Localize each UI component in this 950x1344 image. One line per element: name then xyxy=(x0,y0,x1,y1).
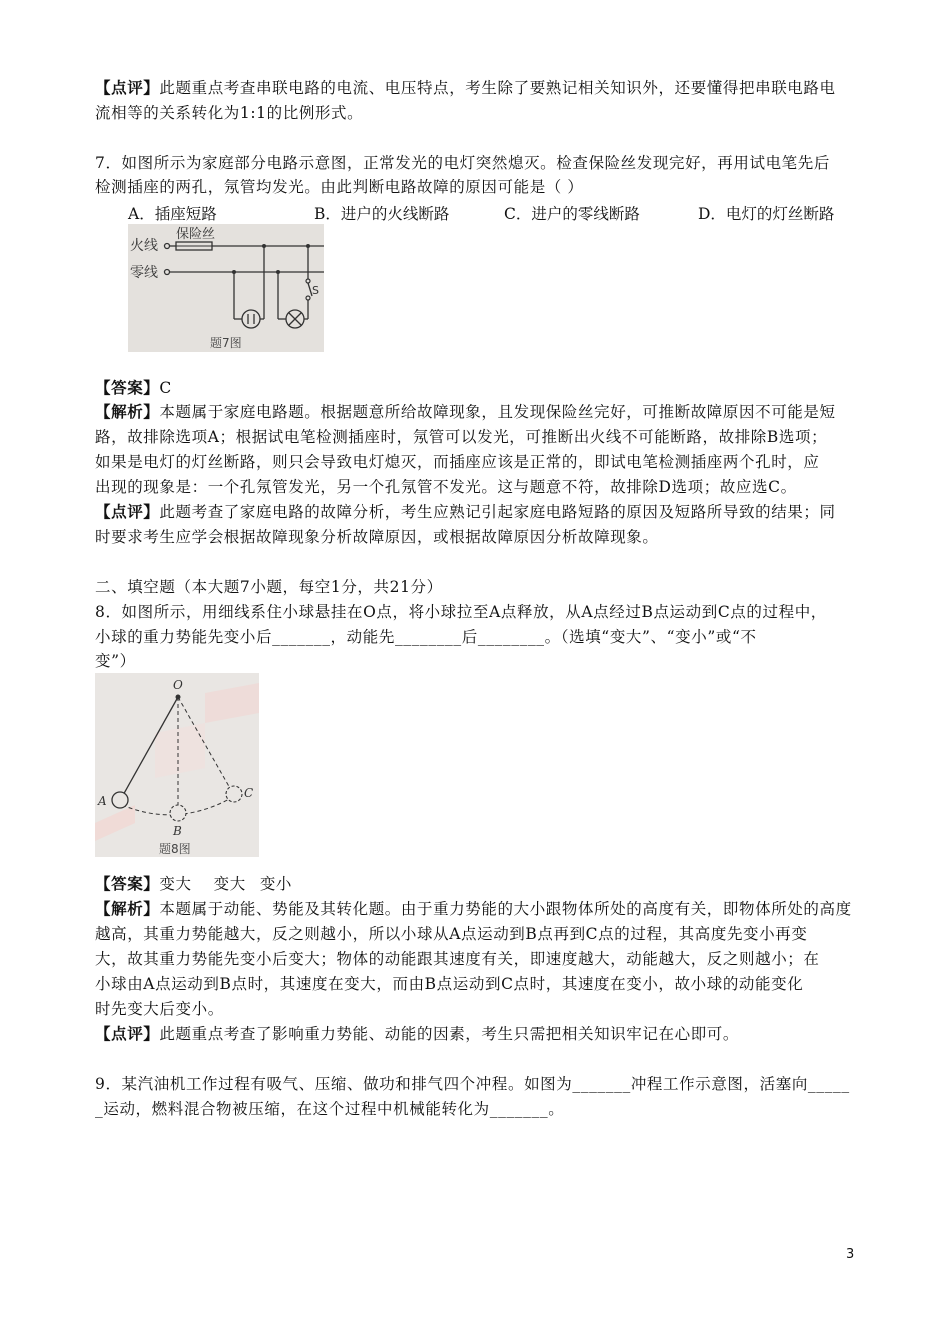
q8-analysis-tag: 【解析】 xyxy=(95,899,160,918)
q8-answer-tag: 【答案】 xyxy=(95,874,160,893)
q7-answer-tag: 【答案】 xyxy=(95,378,160,397)
q6-comment-line-1 xyxy=(95,78,865,98)
q7-comment-line-1 xyxy=(95,502,865,522)
q7-answer-value: C xyxy=(159,379,172,397)
q7-figure-caption: 题7图 xyxy=(210,336,242,350)
point-o-label: O xyxy=(173,678,183,692)
q8-answer-3: 变小 xyxy=(259,875,293,893)
q7-comment-line-2: 时要求考生应学会根据故障现象分析故障原因，或根据故障原因分析故障现象。 xyxy=(95,528,659,546)
q8-analysis-line-4: 小球由A点运动到B点时，其速度在变大，而由B点运动到C点时，其速度在变小，故小球的动能变化 xyxy=(95,975,804,993)
q8-comment-line xyxy=(95,1024,865,1044)
q9-stem-line-1: 9．某汽油机工作过程有吸气、压缩、做功和排气四个冲程。如图为_______冲程工作示意图，活塞向_____ xyxy=(95,1075,850,1093)
q7-option-a: A．插座短路 xyxy=(128,205,217,223)
q8-stem-line-3: 变”） xyxy=(95,652,136,670)
q7-stem-line-1: 7．如图所示为家庭部分电路示意图，正常发光的电灯突然熄灭。检查保险丝发现完好，再用试电笔先后 xyxy=(95,154,830,172)
q8-analysis-text-1: 本题属于动能、势能及其转化题。由于重力势能的大小跟物体所处的高度有关，即物体所处的高度 xyxy=(159,900,852,918)
point-c-label: C xyxy=(244,786,254,800)
q7-circuit-figure xyxy=(128,224,324,352)
q7-analysis-line-1 xyxy=(95,402,865,422)
q7-option-c: C．进户的零线断路 xyxy=(504,205,640,223)
q7-analysis-line-2: 路，故排除选项A；根据试电笔检测插座时，氖管可以发光，可推断出火线不可能断路，故排除B选项； xyxy=(95,428,828,446)
page-number: 3 xyxy=(846,1247,855,1262)
point-b-label: B xyxy=(173,824,182,838)
junction-2 xyxy=(232,270,236,274)
ball-at-c xyxy=(226,786,242,802)
q7-circuit-diagram xyxy=(128,224,324,352)
q6-comment-line-2: 流相等的关系转化为1:1的比例形式。 xyxy=(95,104,364,122)
q8-analysis-line-3: 大，故其重力势能先变小后变大；物体的动能跟其速度有关，即速度越大，动能越大，反之则越小；在 xyxy=(95,950,820,968)
q8-answer-2: 变大 xyxy=(213,875,246,893)
q7-option-b: B．进户的火线断路 xyxy=(314,205,450,223)
junction-4 xyxy=(306,244,310,248)
q8-pendulum-diagram xyxy=(95,673,259,857)
q8-answer xyxy=(95,874,865,894)
point-a-label: A xyxy=(98,794,107,808)
q8-analysis-line-2: 越高，其重力势能越大，反之则越小，所以小球从A点运动到B点再到C点的过程，其高度先变小再变 xyxy=(95,925,808,943)
q8-stem-line-2: 小球的重力势能先变小后_______，动能先________后________。（选填“变大”、“变小”或“不 xyxy=(95,628,757,646)
q8-comment-text: 此题重点考查了影响重力势能、动能的因素，考生只需把相关知识牢记在心即可。 xyxy=(159,1025,740,1043)
q8-stem-line-1: 8．如图所示，用细线系住小球悬挂在O点，将小球拉至A点释放，从A点经过B点运动到C点的过程中， xyxy=(95,603,827,621)
switch-label: S xyxy=(312,284,319,297)
q8-analysis-line-1 xyxy=(95,899,865,919)
q9-stem-line-2: _运动，燃料混合物被压缩，在这个过程中机械能转化为_______。 xyxy=(95,1100,565,1118)
q8-figure-caption: 题8图 xyxy=(159,842,191,856)
fuse-label: 保险丝 xyxy=(176,227,216,242)
q7-analysis-text-1: 本题属于家庭电路题。根据题意所给故障现象，且发现保险丝完好，可推断故障原因不可能是短 xyxy=(159,403,836,421)
q7-comment-tag: 【点评】 xyxy=(95,502,160,521)
q7-analysis-line-4: 出现的现象是：一个孔氖管发光，另一个孔氖管不发光。这与题意不符，故排除D选项；故应选C。 xyxy=(95,478,797,496)
q7-stem-line-2: 检测插座的两孔，氖管均发光。由此判断电路故障的原因可能是（ ） xyxy=(95,178,584,196)
junction-1 xyxy=(262,244,266,248)
q7-answer xyxy=(95,378,865,398)
q6-comment-tag: 【点评】 xyxy=(95,78,160,97)
q7-comment-text-1: 此题考查了家庭电路的故障分析，考生应熟记引起家庭电路短路的原因及短路所导致的结果；同 xyxy=(159,503,836,521)
q8-comment-tag: 【点评】 xyxy=(95,1024,160,1043)
q7-analysis-line-3: 如果是电灯的灯丝断路，则只会导致电灯熄灭，而插座应该是正常的，即试电笔检测插座两个孔时，应 xyxy=(95,453,820,471)
neutral-wire-label: 零线 xyxy=(130,265,158,281)
q7-option-d: D．电灯的灯丝断路 xyxy=(698,205,835,223)
live-wire-label: 火线 xyxy=(130,238,158,254)
q8-pendulum-figure xyxy=(95,673,259,857)
q8-answer-1: 变大 xyxy=(159,875,192,893)
q6-comment-text: 此题重点考查串联电路的电流、电压特点，考生除了要熟记相关知识外，还要懂得把串联电路电 xyxy=(159,79,836,97)
ball-at-a xyxy=(112,792,128,808)
q8-analysis-line-5: 时先变大后变小。 xyxy=(95,1000,224,1018)
junction-3 xyxy=(276,270,280,274)
section-heading: 二、填空题（本大题7小题，每空1分，共21分） xyxy=(95,578,443,596)
ball-at-b xyxy=(170,805,186,821)
q7-analysis-tag: 【解析】 xyxy=(95,402,160,421)
